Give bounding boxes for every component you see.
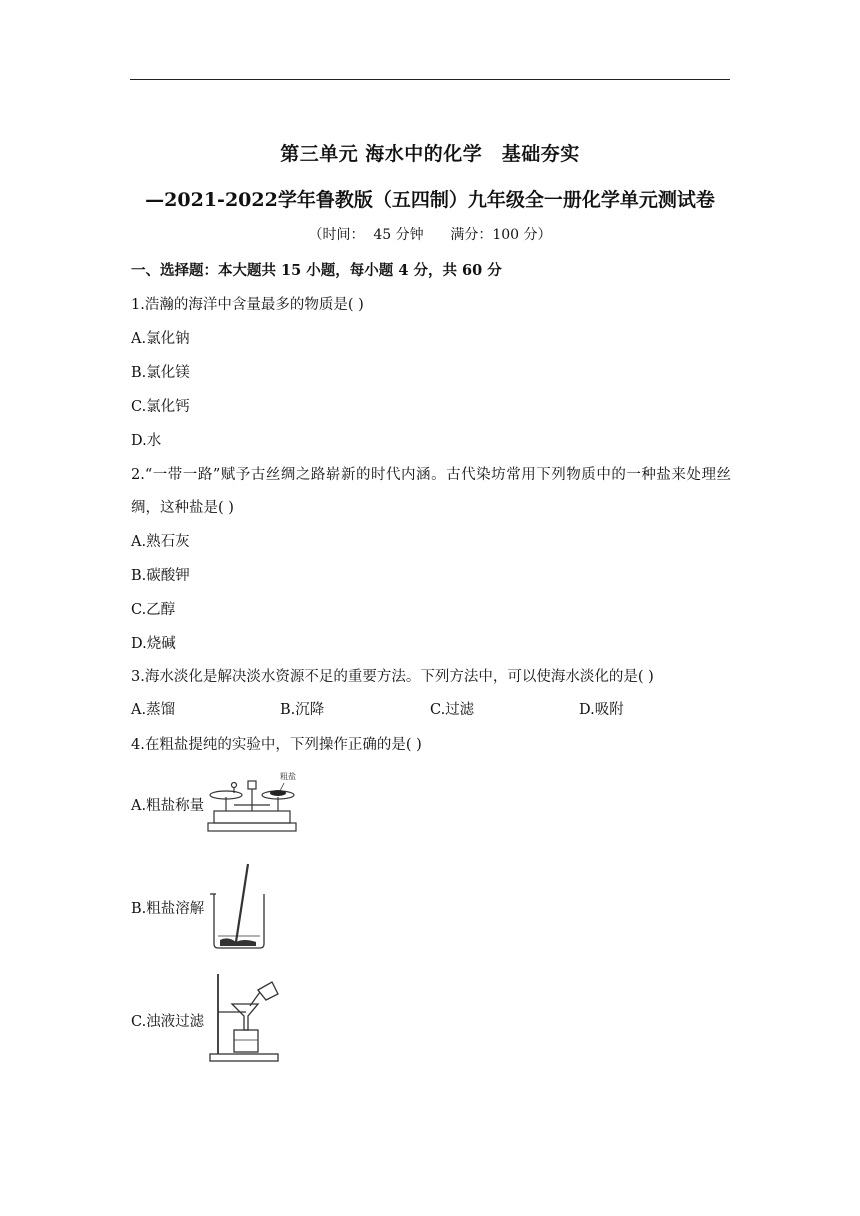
header-rule — [130, 79, 730, 80]
section-heading: 一、选择题：本大题共 15 小题，每小题 4 分，共 60 分 — [131, 262, 502, 279]
question-3-option-b: B.沉降 — [280, 702, 325, 718]
question-1-stem: 1.浩瀚的海洋中含量最多的物质是( ) — [131, 297, 364, 313]
question-2-stem-line2: 绸，这种盐是( ) — [131, 500, 234, 516]
question-2-option-b: B.碳酸钾 — [131, 568, 190, 584]
question-3-option-a: A.蒸馏 — [131, 702, 176, 718]
question-4-option-b: B.粗盐溶解 — [131, 901, 205, 917]
question-2-option-c: C.乙醇 — [131, 602, 176, 618]
beaker-stirring-figure — [206, 856, 272, 952]
question-2-option-d: D.烧碱 — [131, 636, 176, 652]
filtration-setup-figure — [206, 968, 290, 1064]
question-4-option-a: A.粗盐称量 — [131, 798, 205, 814]
page-subtitle: —2021-2022学年鲁教版（五四制）九年级全一册化学单元测试卷 — [145, 189, 715, 211]
question-3-option-c: C.过滤 — [430, 702, 475, 718]
question-2-stem-line1: 2.“一带一路”赋予古丝绸之路崭新的时代内涵。古代染坊常用下列物质中的一种盐来处理丝 — [131, 467, 731, 483]
question-3-option-d: D.吸附 — [579, 702, 624, 718]
coarse-salt-label: 粗盐 — [280, 772, 296, 781]
question-4-stem: 4.在粗盐提纯的实验中，下列操作正确的是( ) — [131, 737, 422, 753]
question-1-option-d: D.水 — [131, 433, 162, 449]
question-1-option-a: A.氯化钠 — [131, 331, 190, 347]
balance-scale-figure — [204, 767, 302, 835]
question-1-option-c: C.氯化钙 — [131, 399, 190, 415]
question-4-option-c: C.浊液过滤 — [131, 1014, 205, 1030]
page-title: 第三单元 海水中的化学 基础夯实 — [280, 143, 580, 165]
question-3-stem: 3.海水淡化是解决淡水资源不足的重要方法。下列方法中，可以使海水淡化的是( ) — [131, 669, 654, 685]
question-2-option-a: A.熟石灰 — [131, 534, 190, 550]
exam-meta: （时间： 45 分钟 满分：100 分） — [308, 227, 552, 243]
question-1-option-b: B.氯化镁 — [131, 365, 190, 381]
